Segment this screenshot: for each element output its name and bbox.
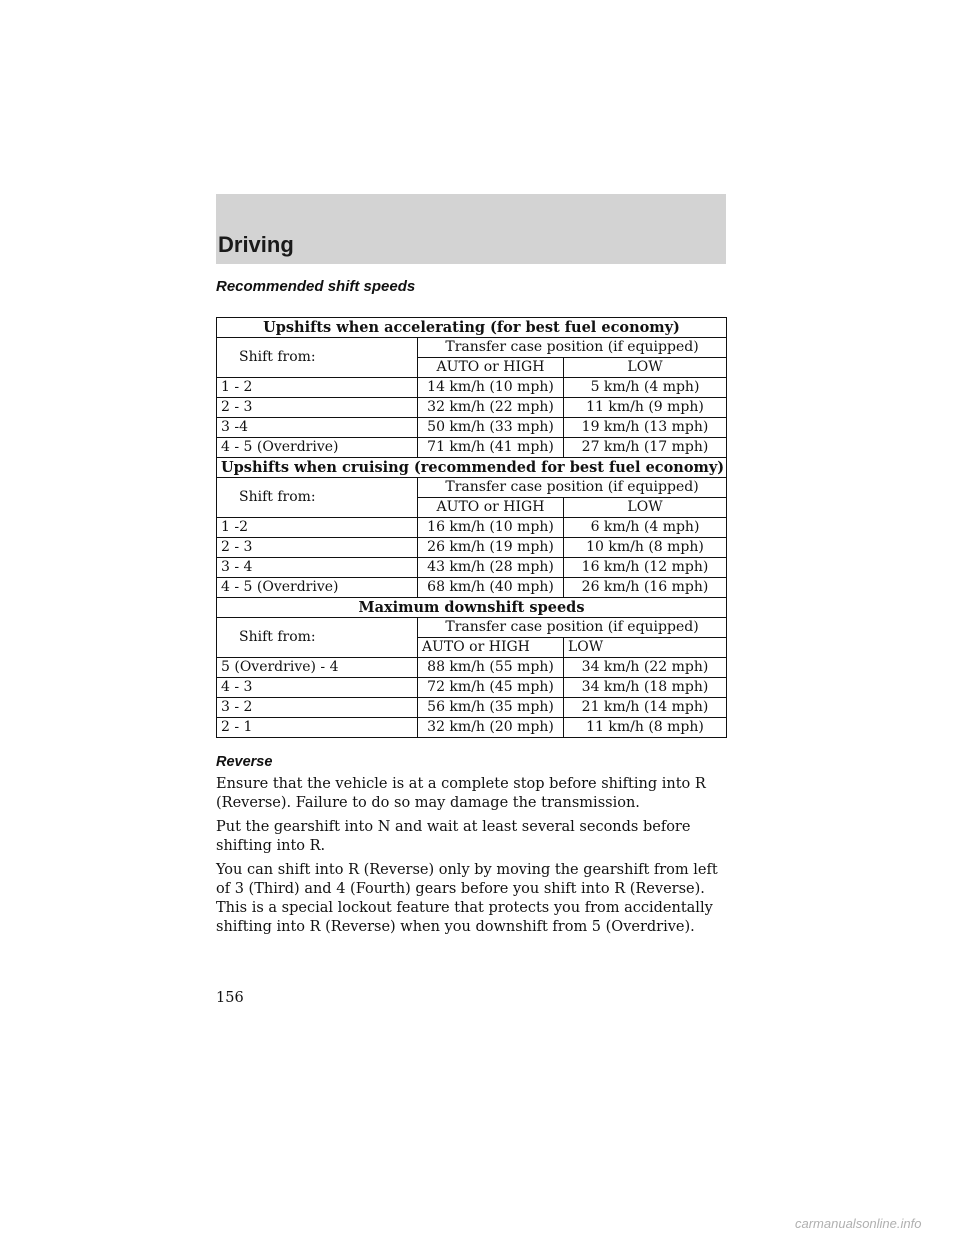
- table-row: [217, 418, 727, 438]
- shift-cell: 2 - 1: [217, 718, 418, 738]
- low-speed-cell: 6 km/h (4 mph): [564, 518, 727, 538]
- table-row: [217, 518, 727, 538]
- auto-speed-cell: 56 km/h (35 mph): [418, 698, 564, 718]
- table-row: [217, 578, 727, 598]
- auto-speed-cell: 26 km/h (19 mph): [418, 538, 564, 558]
- auto-speed-cell: 88 km/h (55 mph): [418, 658, 564, 678]
- table-group-heading: Upshifts when accelerating (for best fuel economy): [217, 318, 727, 338]
- shift-cell: 3 - 4: [217, 558, 418, 578]
- low-speed-cell: 16 km/h (12 mph): [564, 558, 727, 578]
- low-speed-cell: 19 km/h (13 mph): [564, 418, 727, 438]
- table-group-heading: Maximum downshift speeds: [217, 598, 727, 618]
- low-speed-cell: 11 km/h (8 mph): [564, 718, 727, 738]
- page-number: 156: [216, 990, 244, 1006]
- transfer-case-label: Transfer case position (if equipped): [418, 338, 727, 358]
- column-low: LOW: [564, 358, 727, 378]
- low-speed-cell: 34 km/h (22 mph): [564, 658, 727, 678]
- table-row: [217, 678, 727, 698]
- column-low: LOW: [564, 638, 727, 658]
- shift-cell: 2 - 3: [217, 398, 418, 418]
- auto-speed-cell: 50 km/h (33 mph): [418, 418, 564, 438]
- table-row: [217, 438, 727, 458]
- shift-cell: 4 - 5 (Overdrive): [217, 438, 418, 458]
- table-row: [217, 398, 727, 418]
- column-auto-high: AUTO or HIGH: [418, 358, 564, 378]
- column-low: LOW: [564, 498, 727, 518]
- column-auto-high: AUTO or HIGH: [418, 498, 564, 518]
- table-row: [217, 698, 727, 718]
- column-auto-high: AUTO or HIGH: [418, 638, 564, 658]
- shift-cell: 4 - 3: [217, 678, 418, 698]
- shift-cell: 5 (Overdrive) - 4: [217, 658, 418, 678]
- shift-from-label: Shift from:: [217, 618, 418, 658]
- auto-speed-cell: 68 km/h (40 mph): [418, 578, 564, 598]
- shift-cell: 3 - 2: [217, 698, 418, 718]
- page-header-title: Driving: [218, 232, 294, 257]
- watermark: carmanualsonline.info: [795, 1216, 922, 1231]
- shift-cell: 2 - 3: [217, 538, 418, 558]
- table-group-heading-row: [217, 458, 727, 478]
- auto-speed-cell: 14 km/h (10 mph): [418, 378, 564, 398]
- table-group-heading-row: [217, 318, 727, 338]
- low-speed-cell: 34 km/h (18 mph): [564, 678, 727, 698]
- table-group-heading-row: [217, 598, 727, 618]
- auto-speed-cell: 43 km/h (28 mph): [418, 558, 564, 578]
- low-speed-cell: 26 km/h (16 mph): [564, 578, 727, 598]
- low-speed-cell: 10 km/h (8 mph): [564, 538, 727, 558]
- auto-speed-cell: 72 km/h (45 mph): [418, 678, 564, 698]
- table-row: [217, 718, 727, 738]
- reverse-paragraph-2: Put the gearshift into N and wait at least several seconds before shifting into R.: [216, 819, 691, 854]
- transfer-case-label: Transfer case position (if equipped): [418, 618, 727, 638]
- shift-from-label: Shift from:: [217, 478, 418, 518]
- low-speed-cell: 27 km/h (17 mph): [564, 438, 727, 458]
- low-speed-cell: 5 km/h (4 mph): [564, 378, 727, 398]
- low-speed-cell: 21 km/h (14 mph): [564, 698, 727, 718]
- shift-cell: 4 - 5 (Overdrive): [217, 578, 418, 598]
- low-speed-cell: 11 km/h (9 mph): [564, 398, 727, 418]
- shift-speeds-table: [216, 317, 727, 738]
- shift-cell: 1 - 2: [217, 378, 418, 398]
- table-header-row: [217, 478, 727, 498]
- reverse-paragraph-3: You can shift into R (Reverse) only by moving the gearshift from left of 3 (Third) and 4 (Fourth) gears before you shift into R (Reverse). This is a special lockout feature that protects you from accidentally shifting into R (Reverse) when you downshift from 5 (Overdrive).: [216, 862, 718, 935]
- table-header-row: [217, 618, 727, 638]
- auto-speed-cell: 16 km/h (10 mph): [418, 518, 564, 538]
- auto-speed-cell: 32 km/h (20 mph): [418, 718, 564, 738]
- shift-cell: 3 -4: [217, 418, 418, 438]
- auto-speed-cell: 71 km/h (41 mph): [418, 438, 564, 458]
- table-row: [217, 538, 727, 558]
- reverse-paragraph-1: Ensure that the vehicle is at a complete stop before shifting into R (Reverse). Failure to do so may damage the transmission.: [216, 776, 706, 811]
- table-group-heading: Upshifts when cruising (recommended for best fuel economy): [217, 458, 727, 478]
- transfer-case-label: Transfer case position (if equipped): [418, 478, 727, 498]
- table-row: [217, 658, 727, 678]
- section-title: Recommended shift speeds: [216, 278, 416, 295]
- table-row: [217, 558, 727, 578]
- shift-cell: 1 -2: [217, 518, 418, 538]
- reverse-heading: Reverse: [216, 754, 273, 770]
- table-header-row: [217, 338, 727, 358]
- shift-from-label: Shift from:: [217, 338, 418, 378]
- table-row: [217, 378, 727, 398]
- auto-speed-cell: 32 km/h (22 mph): [418, 398, 564, 418]
